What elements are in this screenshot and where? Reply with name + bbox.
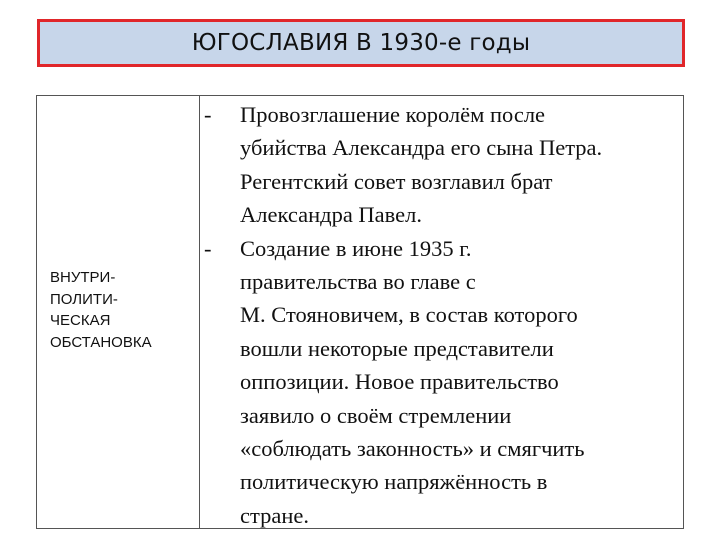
text-line: Провозглашение королём после: [240, 102, 546, 127]
description-cell: [204, 98, 684, 532]
text-line: правительства во главе с: [240, 269, 476, 295]
text-line: «соблюдать законность» и смягчить: [240, 436, 585, 462]
bullet-item: [204, 98, 684, 232]
text-line: политическую напряжённость в: [240, 469, 548, 495]
content-table: [36, 95, 684, 529]
category-line: ПОЛИТИ-: [50, 290, 118, 308]
category-line: ВНУТРИ-: [50, 269, 116, 286]
bullet-text: [240, 232, 684, 533]
text-line: оппозиции. Новое правительство: [240, 369, 559, 395]
text-line: М. Стояновичем, в состав которого: [240, 302, 578, 328]
bullet-dash: -: [204, 102, 212, 127]
text-line: вошли некоторые представители: [240, 335, 554, 361]
text-line: стране.: [240, 502, 309, 528]
bullet-text: [240, 98, 684, 232]
text-line: Регентский совет возглавил брат: [240, 168, 553, 194]
title-banner: [37, 19, 685, 67]
column-divider: [199, 96, 200, 528]
text-line: Создание в июне 1935 г.: [240, 235, 472, 261]
category-cell: [50, 267, 195, 353]
category-line: ОБСТАНОВКА: [50, 333, 152, 351]
bullet-dash: -: [204, 235, 212, 261]
page-title: ЮГОСЛАВИЯ В 1930-е годы: [191, 30, 531, 56]
bullet-item: [204, 232, 684, 533]
text-line: убийства Александра его сына Петра.: [240, 135, 603, 161]
text-line: Александра Павел.: [240, 202, 422, 228]
text-line: заявило о своём стремлении: [240, 402, 512, 428]
category-line: ЧЕСКАЯ: [50, 312, 111, 329]
